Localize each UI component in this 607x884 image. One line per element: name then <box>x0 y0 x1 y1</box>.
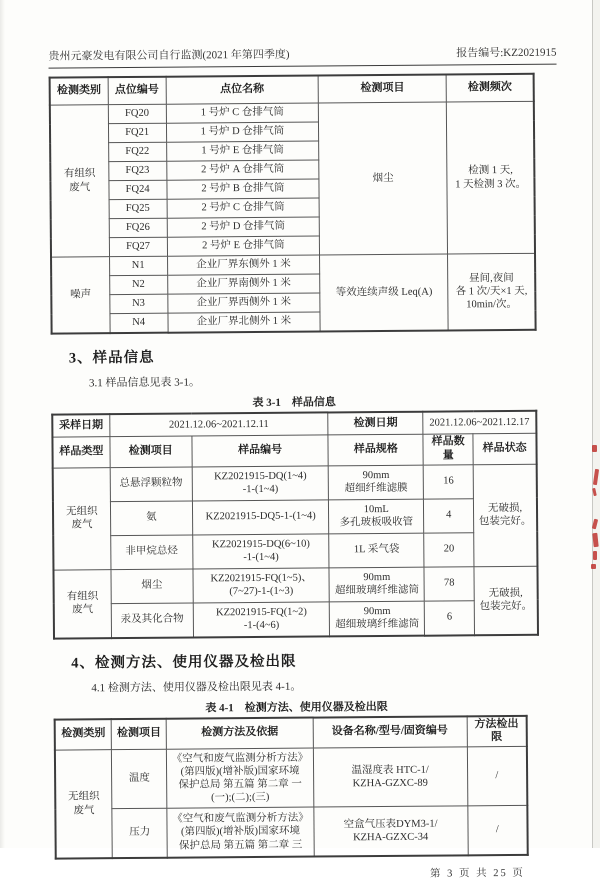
column-header: 设备名称/型号/固资编号 <box>313 716 467 748</box>
column-header: 样品数量 <box>423 434 473 465</box>
point-code-cell: FQ25 <box>109 199 167 218</box>
point-name-cell: 1 号炉 E 仓排气筒 <box>166 141 319 161</box>
column-header: 检测类别 <box>50 77 108 105</box>
document-header <box>48 44 556 69</box>
point-code-cell: FQ23 <box>108 161 166 180</box>
point-name-cell: 企业厂界北侧外 1 米 <box>168 312 321 333</box>
point-code-cell: FQ22 <box>108 142 166 161</box>
frequency-cell: 昼间,夜间 各 1 次/天×1 天, 10min/次。 <box>448 253 536 330</box>
category-cell: 无组织 废气 <box>55 750 112 859</box>
point-code-cell: N1 <box>109 256 167 275</box>
detection-limit-cell: / <box>467 805 527 855</box>
point-name-cell: 2 号炉 C 仓排气筒 <box>167 198 320 218</box>
item-cell: 非甲烷总烃 <box>110 535 193 570</box>
equipment-cell: 空盒气压表DYM3-1/ KZHA-GZXC-34 <box>314 806 468 857</box>
item-cell: 烟尘 <box>318 102 447 255</box>
method-table <box>54 714 529 859</box>
table-header-row <box>52 433 536 467</box>
item-cell: 汞及其化合物 <box>111 603 194 638</box>
column-header: 点位编号 <box>108 77 166 105</box>
column-header: 检测项目 <box>111 718 166 749</box>
method-cell: 《空气和废气监测分析方法》 (第四版)(增补版)国家环境 保护总局 第五篇 第二章 一 (一);(二);(三) <box>167 748 314 808</box>
column-header: 检测频次 <box>446 74 533 102</box>
category-cell: 噪声 <box>51 257 110 334</box>
table-row <box>53 566 537 604</box>
sample-code-cell: KZ2021915-FQ(1~5)、 (7~27)-1-(1~3) <box>193 567 330 602</box>
page-number: 第 3 页 共 25 页 <box>429 867 525 880</box>
sampling-date-value: 2021.12.06~2021.12.11 <box>109 412 328 436</box>
section-4-heading: 4、检测方法、使用仪器及检出限 <box>71 653 297 671</box>
sample-spec-cell: 90mm 超细纤维滤膜 <box>329 465 424 500</box>
column-header: 点位名称 <box>166 76 319 105</box>
sample-code-cell: KZ2021915-DQ(6~10) -1-(1~4) <box>193 533 330 568</box>
sample-qty-cell: 6 <box>424 600 474 635</box>
point-code-cell: N4 <box>110 313 168 333</box>
point-name-cell: 1 号炉 D 仓排气筒 <box>166 122 319 142</box>
point-name-cell: 2 号炉 D 仓排气筒 <box>167 217 320 237</box>
scan-edge-line <box>592 0 593 848</box>
table-row <box>53 498 537 536</box>
report-header-title: 贵州元豪发电有限公司自行监测(2021 年第四季度) <box>48 48 290 63</box>
scan-left-shade <box>0 0 5 848</box>
point-code-cell: FQ21 <box>108 123 166 142</box>
point-code-cell: N2 <box>109 275 167 294</box>
point-name-cell: 企业厂界西侧外 1 米 <box>167 293 320 313</box>
sample-code-cell: KZ2021915-DQ(1~4) -1-(1~4) <box>192 465 329 500</box>
table-row <box>53 532 537 570</box>
scan-edge-strip <box>593 0 600 848</box>
column-header: 样品编号 <box>192 435 329 467</box>
sample-spec-cell: 90mm 超细玻璃纤维滤筒 <box>329 567 424 602</box>
table-row <box>53 464 537 502</box>
sample-status-cell: 无破损, 包装完好。 <box>474 566 538 635</box>
sample-type-cell: 有组织 废气 <box>53 569 111 638</box>
section-3-heading: 3、样品信息 <box>68 349 155 367</box>
column-header: 检测项目 <box>318 74 446 103</box>
sample-code-cell: KZ2021915-FQ(1~2) -1-(4~6) <box>193 601 330 637</box>
point-code-cell: N3 <box>109 294 167 313</box>
point-name-cell: 2 号炉 E 仓排气筒 <box>167 236 320 256</box>
table-4-caption: 表 4-1 检测方法、使用仪器及检出限 <box>205 700 388 714</box>
column-header: 样品状态 <box>473 433 537 464</box>
sampling-date-label: 采样日期 <box>52 414 109 437</box>
sample-qty-cell: 78 <box>424 566 474 600</box>
table-header-row <box>55 715 527 750</box>
point-name-cell: 1 号炉 C 仓排气筒 <box>166 103 319 123</box>
point-code-cell: FQ24 <box>109 180 167 199</box>
item-cell: 等效连续声级 Leq(A) <box>320 254 449 332</box>
point-code-cell: FQ20 <box>108 104 166 123</box>
column-header: 样品类型 <box>52 437 109 468</box>
column-header: 样品规格 <box>328 434 423 465</box>
table-header-row <box>50 74 534 105</box>
point-name-cell: 企业厂界南侧外 1 米 <box>167 274 320 294</box>
sample-spec-cell: 1L 采气袋 <box>329 533 424 568</box>
point-code-cell: FQ27 <box>109 237 167 256</box>
equipment-cell: 温湿度表 HTC-1/ KZHA-GZXC-89 <box>313 747 467 807</box>
point-name-cell: 2 号炉 A 仓排气筒 <box>166 160 319 180</box>
sample-info-table <box>51 410 539 639</box>
category-cell: 有组织 废气 <box>50 105 109 257</box>
table-row <box>51 253 535 276</box>
table-3-caption: 表 3-1 样品信息 <box>252 396 336 410</box>
red-stamp-fragment <box>587 443 599 571</box>
sample-qty-cell: 16 <box>423 464 473 498</box>
item-cell: 温度 <box>112 749 168 808</box>
point-code-cell: FQ26 <box>109 218 167 237</box>
column-header: 检测项目 <box>110 436 193 467</box>
section-3-paragraph: 3.1 样品信息见表 3-1。 <box>88 376 200 390</box>
sample-qty-cell: 20 <box>424 532 474 566</box>
item-cell: 氨 <box>110 501 193 536</box>
table-row <box>54 600 538 638</box>
column-header: 方法检出限 <box>467 715 527 746</box>
column-header: 检测方法及依据 <box>166 717 313 749</box>
sample-type-cell: 无组织 废气 <box>53 467 111 569</box>
item-cell: 总悬浮颗粒物 <box>110 467 193 502</box>
section-4-paragraph: 4.1 检测方法、使用仪器及检出限见表 4-1。 <box>91 680 302 694</box>
frequency-cell: 检测 1 天, 1 天检测 3 次。 <box>447 101 535 254</box>
table-row <box>55 746 527 809</box>
test-date-label: 检测日期 <box>328 412 423 435</box>
sample-spec-cell: 90mm 超细玻璃纤维滤筒 <box>330 601 425 636</box>
point-name-cell: 企业厂界东侧外 1 米 <box>167 255 320 275</box>
item-cell: 压力 <box>112 808 168 858</box>
point-name-cell: 2 号炉 B 仓排气筒 <box>167 179 320 199</box>
column-header: 检测类别 <box>55 719 112 750</box>
test-date-value: 2021.12.06~2021.12.17 <box>423 411 536 434</box>
monitoring-points-table <box>49 73 537 335</box>
sample-qty-cell: 4 <box>424 498 474 532</box>
table-row <box>55 805 527 858</box>
sample-status-cell: 无破损, 包装完好。 <box>473 464 537 566</box>
sample-spec-cell: 10mL 多孔玻板吸收管 <box>329 499 424 534</box>
item-cell: 烟尘 <box>111 569 194 604</box>
detection-limit-cell: / <box>467 746 527 805</box>
sample-code-cell: KZ2021915-DQ5-1-(1~4) <box>192 499 329 534</box>
report-number: 报告编号:KZ2021915 <box>456 46 557 60</box>
method-cell: 《空气和废气监测分析方法》 (第四版)(增补版)国家环境 保护总局 第五篇 第二章 三 <box>167 807 314 858</box>
table-row <box>50 101 534 124</box>
